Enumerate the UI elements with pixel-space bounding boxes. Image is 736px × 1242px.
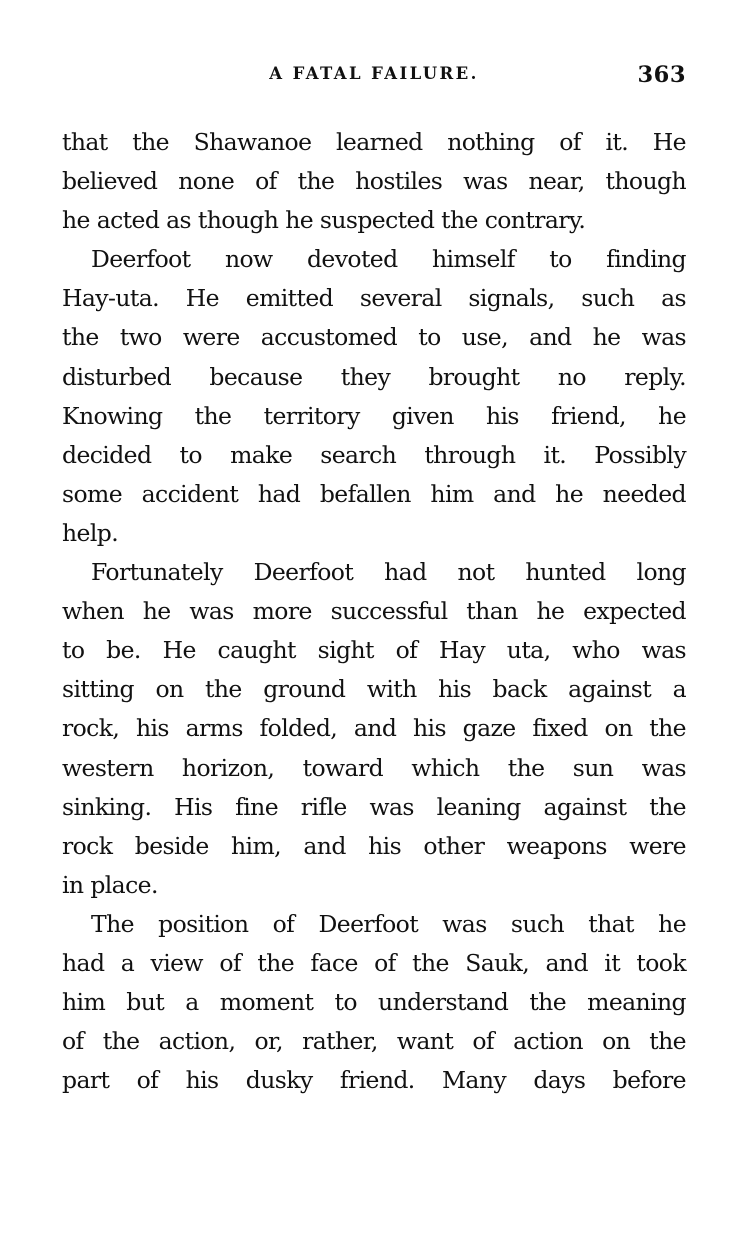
text-line: he acted as though he suspected the contrary. bbox=[62, 206, 586, 235]
paragraph-4 bbox=[62, 905, 686, 1100]
paragraph-1 bbox=[62, 123, 686, 240]
text-line: rock, his arms folded, and his gaze fixed on the bbox=[62, 714, 686, 743]
text-line: sitting on the ground with his back against a bbox=[62, 675, 686, 704]
text-line: rock beside him, and his other weapons were bbox=[62, 831, 686, 860]
text-line: had a view of the face of the Sauk, and it took bbox=[62, 948, 686, 977]
text-line: Fortunately Deerfoot had not hunted long bbox=[91, 558, 686, 587]
text-line: decided to make search through it. Possibly bbox=[62, 440, 686, 469]
body-text bbox=[62, 123, 686, 1100]
text-line: The position of Deerfoot was such that he bbox=[91, 909, 686, 938]
text-line: Hay-uta. He emitted several signals, such as bbox=[62, 284, 686, 313]
text-line: to be. He caught sight of Hay uta, who was bbox=[62, 636, 686, 665]
text-line: some accident had befallen him and he needed bbox=[62, 479, 686, 508]
text-line: that the Shawanoe learned nothing of it. He bbox=[62, 128, 686, 156]
paragraph-3 bbox=[62, 553, 686, 905]
running-title: A FATAL FAILURE. bbox=[269, 64, 479, 83]
text-line: when he was more successful than he expected bbox=[62, 597, 686, 626]
text-line: of the action, or, rather, want of action on the bbox=[62, 1027, 686, 1056]
paragraph-2 bbox=[62, 240, 686, 553]
page-number: 363 bbox=[637, 62, 686, 88]
text-line: part of his dusky friend. Many days before bbox=[62, 1066, 686, 1095]
text-line: believed none of the hostiles was near, though bbox=[62, 167, 686, 196]
running-head bbox=[62, 62, 686, 92]
text-line: the two were accustomed to use, and he was bbox=[62, 323, 686, 352]
text-line: him but a moment to understand the meaning bbox=[62, 988, 686, 1017]
text-line: in place. bbox=[62, 870, 158, 899]
text-line: disturbed because they brought no reply. bbox=[62, 362, 686, 391]
text-line: Knowing the territory given his friend, he bbox=[62, 401, 686, 430]
text-line: sinking. His fine rifle was leaning against the bbox=[62, 792, 686, 821]
text-line: help. bbox=[62, 518, 119, 547]
text-line: Deerfoot now devoted himself to finding bbox=[91, 245, 686, 274]
text-line: western horizon, toward which the sun was bbox=[62, 753, 686, 782]
